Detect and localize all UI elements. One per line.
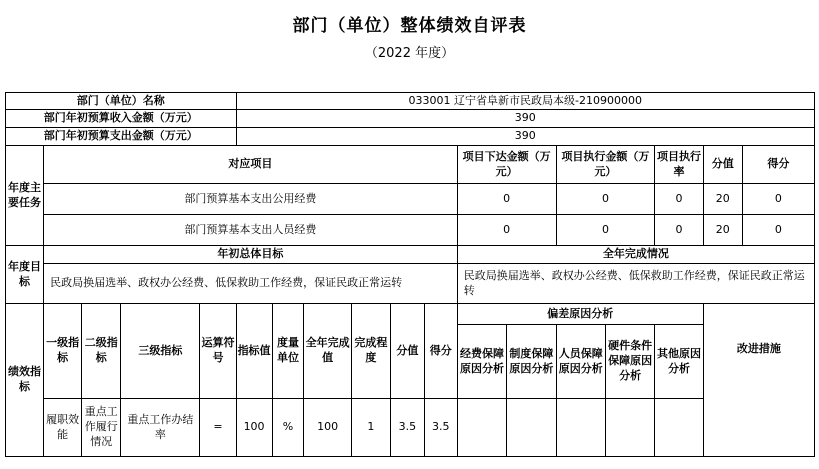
ind-header-score: 得分 (424, 304, 457, 399)
ind-dev-funds (457, 399, 506, 457)
task-issued: 0 (457, 215, 556, 246)
ind-header-level1: 一级指标 (44, 304, 82, 399)
ind-header-dev-funds: 经费保障原因分析 (457, 325, 506, 399)
ind-header-level3: 三级指标 (121, 304, 200, 399)
task-rate: 0 (655, 215, 703, 246)
ind-header-dev-staff: 人员保障原因分析 (556, 325, 605, 399)
task-score: 0 (742, 184, 814, 215)
task-item: 部门预算基本支出人员经费 (44, 215, 458, 246)
ind-header-improve: 改进措施 (703, 304, 814, 457)
ind-header-unit: 度量单位 (272, 304, 304, 399)
ind-header-dev-system: 制度保障原因分析 (507, 325, 556, 399)
ind-degree: 1 (351, 399, 390, 457)
task-executed: 0 (556, 184, 655, 215)
ind-header-deviation: 偏差原因分析 (457, 304, 703, 325)
ind-unit: % (272, 399, 304, 457)
ind-dev-system (507, 399, 556, 457)
ind-dev-hardware (605, 399, 654, 457)
ind-header-score-value: 分值 (390, 304, 424, 399)
ind-level3: 重点工作办结率 (121, 399, 200, 457)
task-score: 0 (742, 215, 814, 246)
tasks-header-score: 得分 (742, 146, 814, 184)
dept-name-value: 033001 辽宁省阜新市民政局本级-210900000 (236, 93, 814, 110)
expense-value: 390 (236, 128, 814, 146)
ind-score: 3.5 (424, 399, 457, 457)
table-row (6, 399, 815, 457)
ind-dev-other (655, 399, 703, 457)
tasks-header-issued: 项目下达金额（万元） (457, 146, 556, 184)
task-rate: 0 (655, 184, 703, 215)
ind-header-dev-hardware: 硬件条件保障原因分析 (605, 325, 654, 399)
task-issued: 0 (457, 184, 556, 215)
goals-initial-header: 年初总体目标 (44, 246, 458, 264)
evaluation-table (5, 92, 815, 457)
goals-completed-text: 民政局换届选举、政权办公经费、低保救助工作经费，保证民政正常运转 (457, 264, 814, 304)
ind-target: 100 (236, 399, 272, 457)
ind-header-target: 指标值 (236, 304, 272, 399)
page-year: （2022 年度） (364, 46, 455, 61)
expense-label: 部门年初预算支出金额（万元） (6, 128, 237, 146)
task-item: 部门预算基本支出公用经费 (44, 184, 458, 215)
table-row (6, 215, 815, 246)
tasks-header-rate: 项目执行率 (655, 146, 703, 184)
goals-completed-header: 全年完成情况 (457, 246, 814, 264)
goals-initial-text: 民政局换届选举、政权办公经费、低保救助工作经费，保证民政正常运转 (44, 264, 458, 304)
tasks-header-score-value: 分值 (703, 146, 742, 184)
page-title: 部门（单位）整体绩效自评表 (292, 16, 527, 36)
tasks-header-item: 对应项目 (44, 146, 458, 184)
ind-level1: 履职效能 (44, 399, 82, 457)
tasks-section-label: 年度主要任务 (6, 146, 44, 246)
ind-header-dev-other: 其他原因分析 (655, 325, 703, 399)
task-score-value: 20 (703, 215, 742, 246)
income-value: 390 (236, 110, 814, 128)
ind-dev-staff (556, 399, 605, 457)
ind-header-level2: 二级指标 (82, 304, 121, 399)
ind-actual: 100 (304, 399, 351, 457)
ind-score-value: 3.5 (390, 399, 424, 457)
dept-name-label: 部门（单位）名称 (6, 93, 237, 110)
goals-section-label: 年度目标 (6, 246, 44, 304)
tasks-header-executed: 项目执行金额（万元） (556, 146, 655, 184)
ind-header-actual: 全年完成值 (304, 304, 351, 399)
task-executed: 0 (556, 215, 655, 246)
ind-header-op: 运算符号 (200, 304, 236, 399)
task-score-value: 20 (703, 184, 742, 215)
table-row (6, 184, 815, 215)
ind-level2: 重点工作履行情况 (82, 399, 121, 457)
ind-op: = (200, 399, 236, 457)
indicators-section-label: 绩效指标 (6, 304, 44, 457)
income-label: 部门年初预算收入金额（万元） (6, 110, 237, 128)
ind-header-degree: 完成程度 (351, 304, 390, 399)
